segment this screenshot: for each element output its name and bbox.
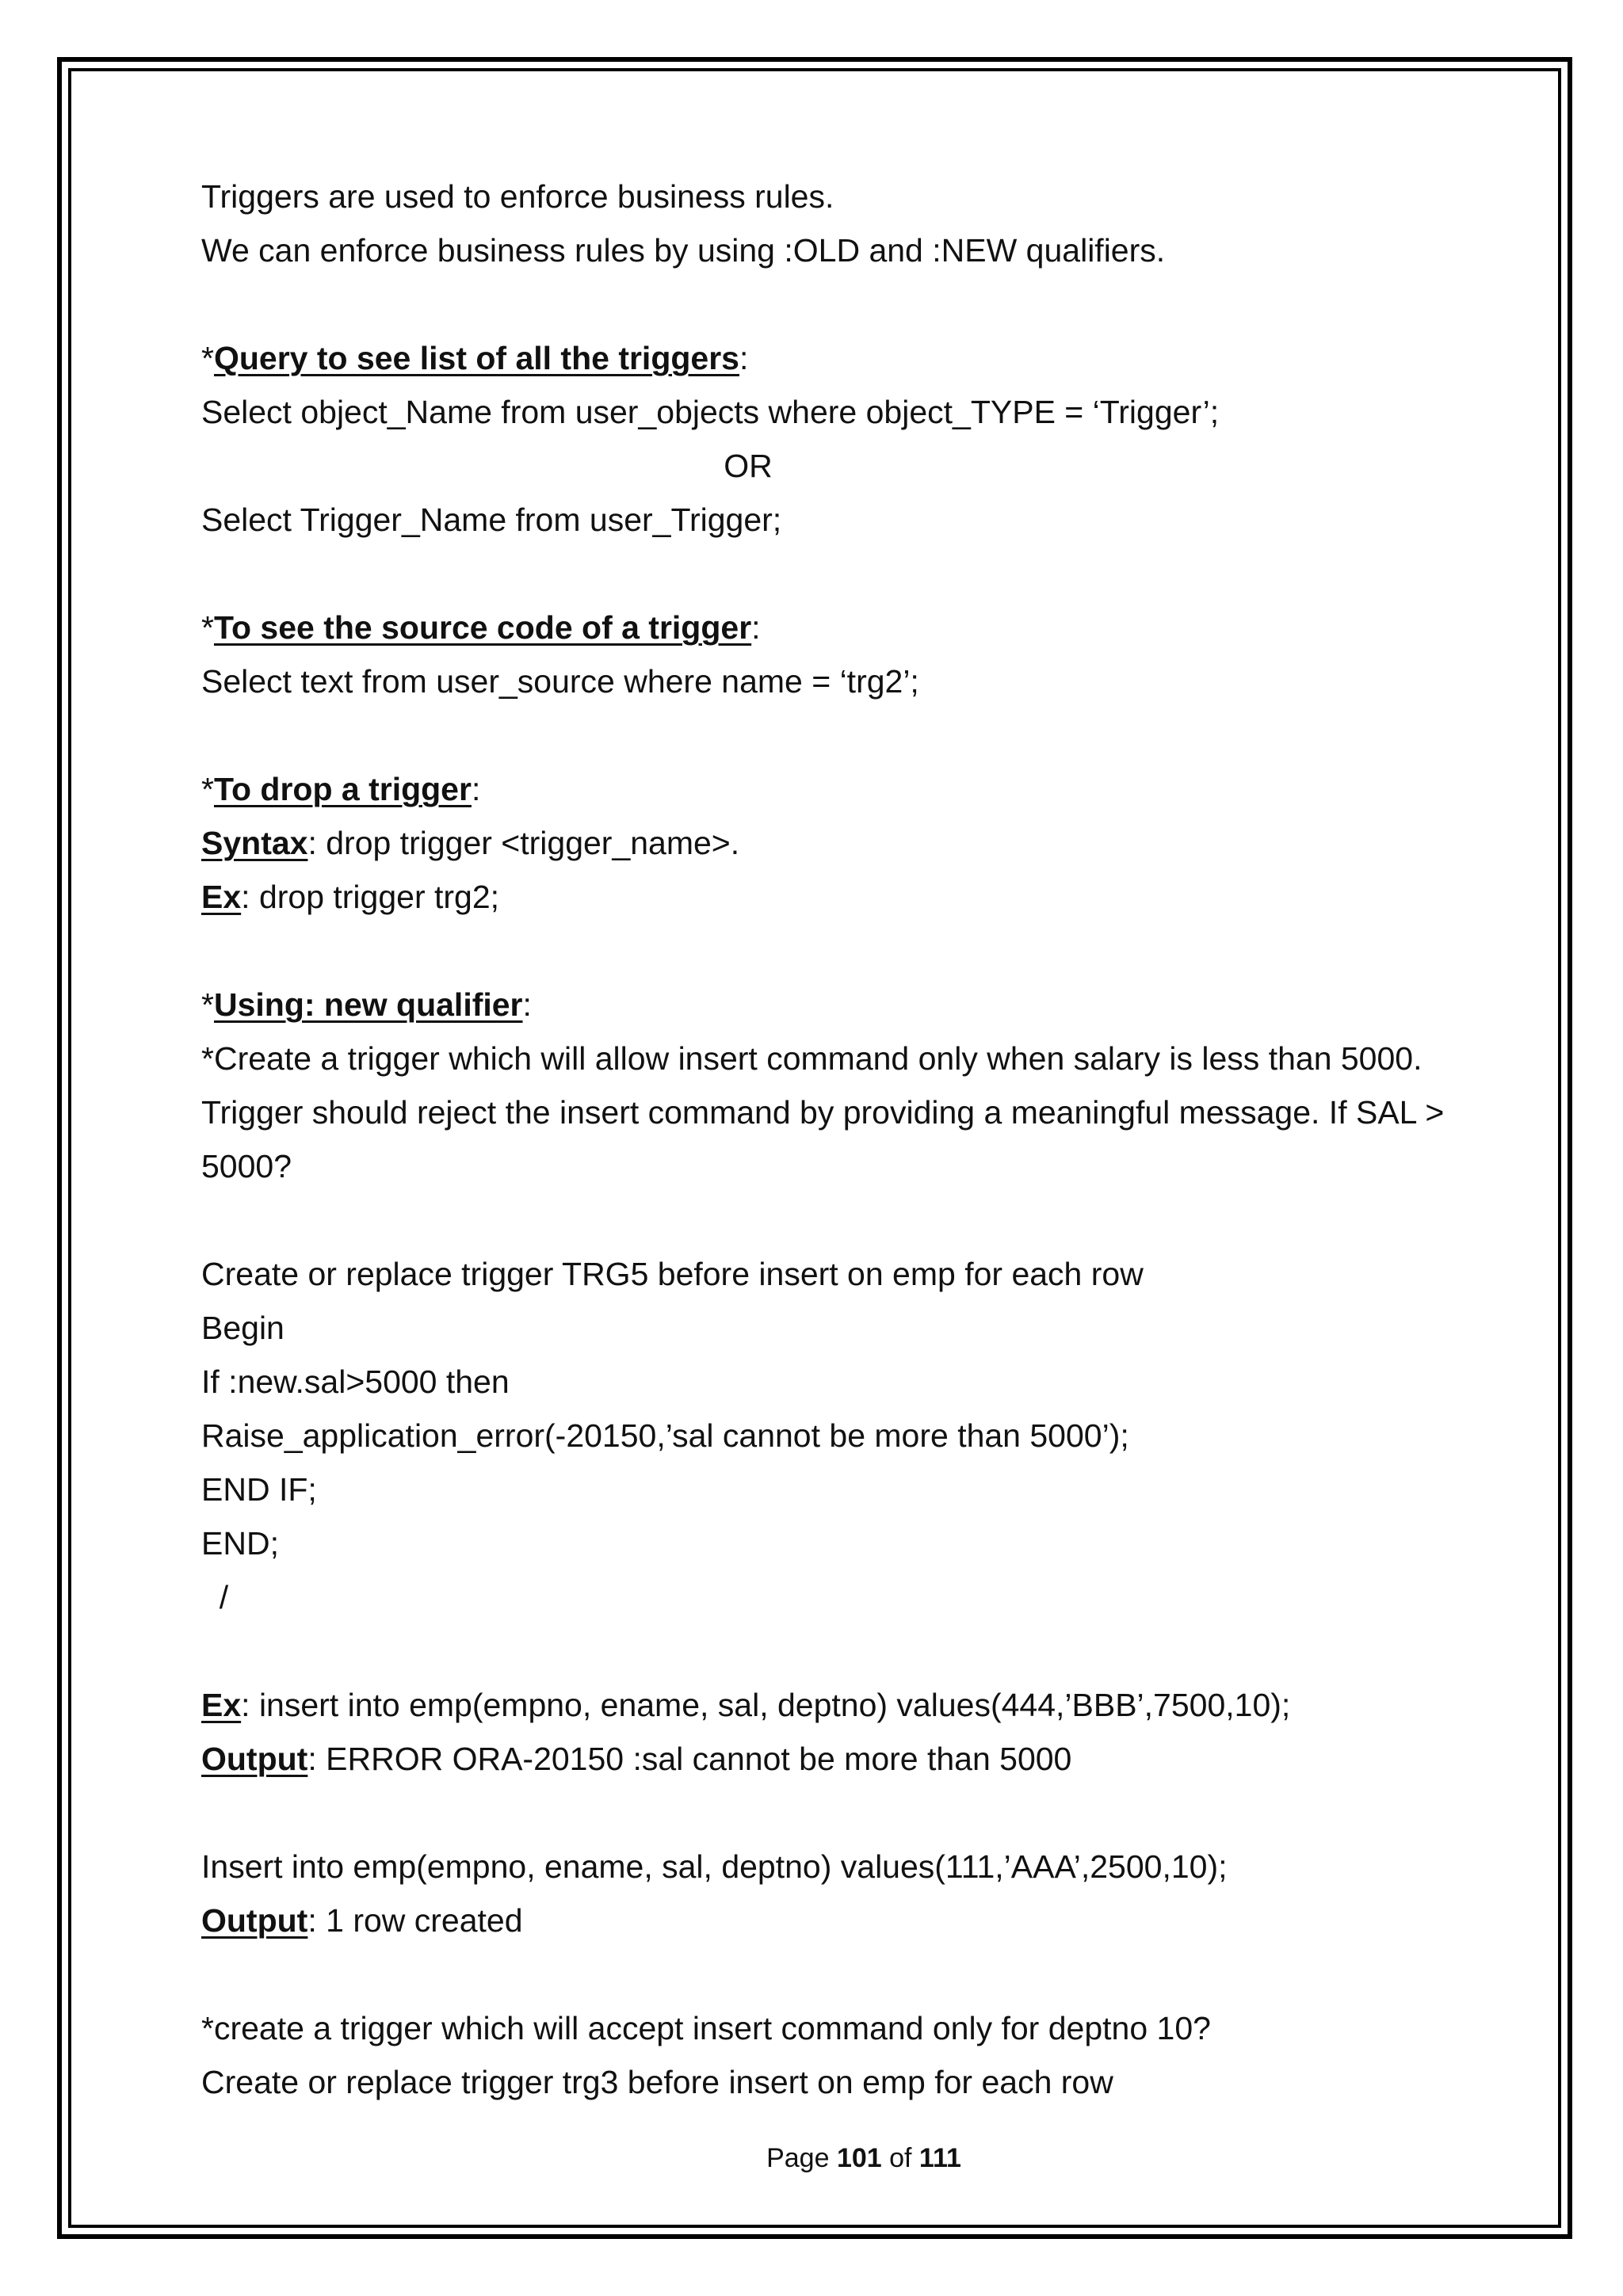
code-line: Select text from user_source where name = ‘trg2’; <box>201 663 919 700</box>
blank-line <box>201 1624 1564 1678</box>
example-line <box>201 1678 1564 1732</box>
blank-line <box>201 547 1564 601</box>
section-heading-list-triggers: Query to see list of all the triggers <box>213 340 739 376</box>
code-line: / <box>201 1579 229 1615</box>
text-line: Triggers are used to enforce business rules. <box>201 178 834 215</box>
code-line: Create or replace trigger trg3 before insert on emp for each row <box>201 2064 1113 2100</box>
syntax-label: Syntax <box>201 825 308 861</box>
syntax-line <box>201 816 1564 870</box>
bullet-star: * <box>201 609 214 646</box>
text-line: Trigger should reject the insert command by providing a meaningful message. If SAL > <box>201 1094 1445 1131</box>
page-content <box>201 170 1564 2109</box>
section-heading-line <box>201 978 1564 1032</box>
code-line: Select object_Name from user_objects where object_TYPE = ‘Trigger’; <box>201 394 1220 430</box>
code-line: If :new.sal>5000 then <box>201 1363 510 1400</box>
bullet-star: * <box>201 340 214 376</box>
example-label: Ex <box>201 879 242 915</box>
current-page-number: 101 <box>836 2143 882 2173</box>
code-line: END IF; <box>201 1471 317 1508</box>
section-heading-new-qualifier: Using: new qualifier <box>213 986 523 1023</box>
output-label: Output <box>201 1902 308 1939</box>
section-heading-drop-trigger: To drop a trigger <box>213 771 472 807</box>
syntax-text: : drop trigger <trigger_name>. <box>307 825 740 861</box>
section-heading-line <box>201 601 1564 654</box>
text-line: 5000? <box>201 1148 292 1184</box>
output-label: Output <box>201 1741 308 1777</box>
text-line: *create a trigger which will accept insert command only for deptno 10? <box>201 2010 1211 2046</box>
text-line: We can enforce business rules by using :OLD and :NEW qualifiers. <box>201 232 1166 269</box>
code-line: Select Trigger_Name from user_Trigger; <box>201 502 782 538</box>
code-line: Create or replace trigger TRG5 before insert on emp for each row <box>201 1256 1144 1292</box>
blank-line <box>201 1947 1564 2001</box>
text-line: *Create a trigger which will allow insert command only when salary is less than 5000. <box>201 1040 1423 1077</box>
bullet-star: * <box>201 986 214 1023</box>
blank-line <box>201 1786 1564 1840</box>
code-line: Begin <box>201 1310 285 1346</box>
output-text: : 1 row created <box>307 1902 523 1939</box>
heading-colon: : <box>522 986 532 1023</box>
output-text: : ERROR ORA-20150 :sal cannot be more than 5000 <box>307 1741 1072 1777</box>
blank-line <box>201 708 1564 762</box>
output-line <box>201 1894 1564 1947</box>
page-of-label: of <box>881 2143 919 2173</box>
example-line <box>201 870 1564 924</box>
output-line <box>201 1732 1564 1786</box>
heading-colon: : <box>751 609 761 646</box>
section-heading-source-code: To see the source code of a trigger <box>213 609 752 646</box>
example-text: : insert into emp(empno, ename, sal, deptno) values(444,’BBB’,7500,10); <box>241 1687 1291 1723</box>
page-number-footer <box>0 2141 1623 2176</box>
code-line: Insert into emp(empno, ename, sal, deptno) values(111,’AAA’,2500,10); <box>201 1848 1228 1885</box>
section-heading-line <box>201 762 1564 816</box>
total-page-count: 111 <box>918 2143 961 2173</box>
or-separator: OR <box>724 448 773 484</box>
bullet-star: * <box>201 771 214 807</box>
section-heading-line <box>201 331 1564 385</box>
example-text: : drop trigger trg2; <box>241 879 500 915</box>
page-label: Page <box>766 2143 837 2173</box>
blank-line <box>201 1193 1564 1247</box>
blank-line <box>201 924 1564 978</box>
example-label: Ex <box>201 1687 242 1723</box>
code-line: Raise_application_error(-20150,’sal cannot be more than 5000’); <box>201 1417 1129 1454</box>
heading-colon: : <box>471 771 481 807</box>
blank-line <box>201 277 1564 331</box>
heading-colon: : <box>739 340 749 376</box>
code-line: END; <box>201 1525 279 1562</box>
